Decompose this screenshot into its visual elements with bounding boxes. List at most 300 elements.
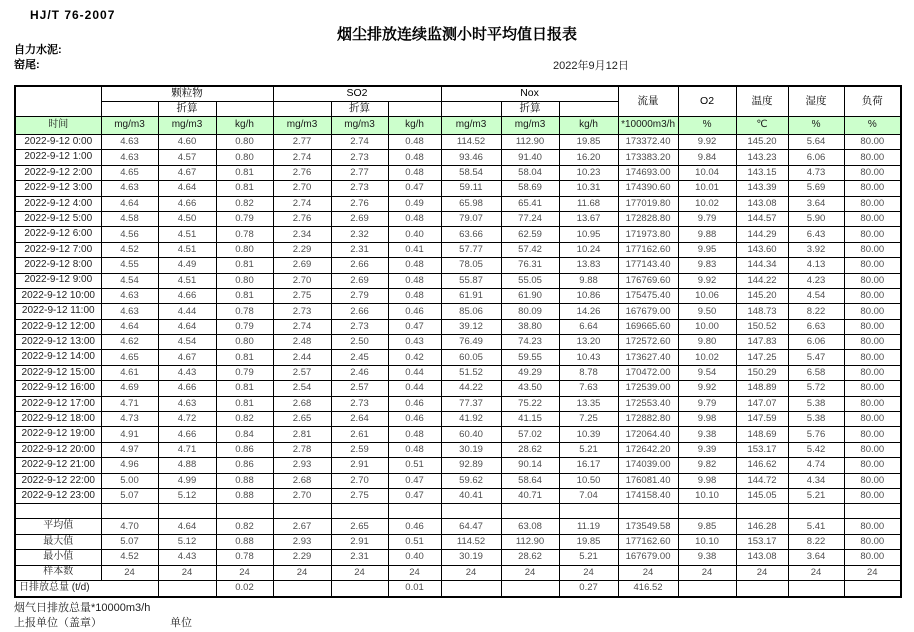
- time-cell: 2022-9-12 15:00: [15, 365, 101, 380]
- value-cell: 8.22: [788, 304, 844, 319]
- value-cell: 0.48: [388, 150, 441, 165]
- time-cell: 2022-9-12 2:00: [15, 165, 101, 180]
- value-cell: 172882.80: [618, 412, 678, 427]
- value-cell: 2.34: [273, 227, 331, 242]
- value-cell: 177162.60: [618, 242, 678, 257]
- value-cell: 4.63: [101, 181, 158, 196]
- value-cell: 13.20: [559, 335, 618, 350]
- value-cell: 55.87: [441, 273, 501, 288]
- value-cell: 9.95: [678, 242, 736, 257]
- value-cell: 6.63: [788, 319, 844, 334]
- value-cell: 2.74: [273, 150, 331, 165]
- value-cell: 80.00: [844, 550, 901, 565]
- value-cell: 13.83: [559, 258, 618, 273]
- value-cell: 5.21: [788, 488, 844, 503]
- value-cell: 63.66: [441, 227, 501, 242]
- value-cell: 2.29: [273, 242, 331, 257]
- blank-cell: [441, 580, 501, 597]
- value-cell: 8.78: [559, 365, 618, 380]
- value-cell: 0.51: [388, 534, 441, 549]
- table-row: [15, 227, 901, 242]
- value-cell: 40.41: [441, 488, 501, 503]
- value-cell: 10.02: [678, 350, 736, 365]
- blank-cell: [331, 504, 388, 519]
- blank-cell: [388, 102, 441, 117]
- value-cell: 80.00: [844, 196, 901, 211]
- value-cell: 77.37: [441, 396, 501, 411]
- value-cell: 0.44: [388, 381, 441, 396]
- blank-cell: [273, 504, 331, 519]
- value-cell: 2.70: [273, 273, 331, 288]
- value-cell: 4.96: [101, 458, 158, 473]
- value-cell: 77.24: [501, 211, 559, 226]
- value-cell: 9.92: [678, 381, 736, 396]
- value-cell: 10.10: [678, 534, 736, 549]
- value-cell: 172642.20: [618, 442, 678, 457]
- value-cell: 10.39: [559, 427, 618, 442]
- value-cell: 0.81: [216, 165, 273, 180]
- value-cell: 65.41: [501, 196, 559, 211]
- value-cell: 4.91: [101, 427, 158, 442]
- value-cell: 63.08: [501, 519, 559, 534]
- summary-body: [15, 504, 901, 581]
- value-cell: 16.17: [559, 458, 618, 473]
- daily-total-label: 日排放总量 (t/d): [15, 580, 158, 597]
- value-cell: 2.68: [273, 473, 331, 488]
- value-cell: 2.79: [331, 288, 388, 303]
- blank-cell: [158, 580, 216, 597]
- blank-cell: [788, 504, 844, 519]
- value-cell: 24: [736, 565, 788, 580]
- value-cell: 177143.40: [618, 258, 678, 273]
- value-cell: 2.74: [273, 196, 331, 211]
- value-cell: 4.73: [101, 412, 158, 427]
- value-cell: 61.90: [501, 288, 559, 303]
- value-cell: 174390.60: [618, 181, 678, 196]
- value-cell: 41.15: [501, 412, 559, 427]
- value-cell: 9.88: [678, 227, 736, 242]
- monitoring-location: 窑尾:: [14, 59, 40, 71]
- value-cell: 0.47: [388, 488, 441, 503]
- value-cell: 172553.40: [618, 396, 678, 411]
- blank-cell: [736, 580, 788, 597]
- temp-header: 温度: [736, 86, 788, 117]
- value-cell: 58.69: [501, 181, 559, 196]
- value-cell: 58.04: [501, 165, 559, 180]
- value-cell: 5.76: [788, 427, 844, 442]
- value-cell: 80.00: [844, 427, 901, 442]
- value-cell: 6.64: [559, 319, 618, 334]
- value-cell: 173549.58: [618, 519, 678, 534]
- unit-cell: kg/h: [388, 117, 441, 135]
- humidity-header: 湿度: [788, 86, 844, 117]
- value-cell: 2.73: [331, 181, 388, 196]
- value-cell: 0.48: [388, 427, 441, 442]
- value-cell: 91.40: [501, 150, 559, 165]
- value-cell: 0.81: [216, 258, 273, 273]
- unit-label: 单位: [170, 617, 192, 629]
- unit-cell: mg/m3: [501, 117, 559, 135]
- time-column-header: 时间: [15, 117, 101, 135]
- value-cell: 4.97: [101, 442, 158, 457]
- value-cell: 4.65: [101, 350, 158, 365]
- time-cell: 2022-9-12 6:00: [15, 227, 101, 242]
- value-cell: 90.14: [501, 458, 559, 473]
- table-row: [15, 258, 901, 273]
- value-cell: 10.43: [559, 350, 618, 365]
- value-cell: 2.73: [273, 304, 331, 319]
- table-footer: [15, 580, 901, 597]
- value-cell: 174693.00: [618, 165, 678, 180]
- value-cell: 4.61: [101, 365, 158, 380]
- table-row: [15, 273, 901, 288]
- blank-cell: [559, 102, 618, 117]
- value-cell: 0.82: [216, 519, 273, 534]
- value-cell: 2.45: [331, 350, 388, 365]
- value-cell: 2.76: [273, 211, 331, 226]
- value-cell: 2.91: [331, 458, 388, 473]
- value-cell: 24: [559, 565, 618, 580]
- value-cell: 4.54: [158, 335, 216, 350]
- value-cell: 80.00: [844, 519, 901, 534]
- value-cell: 24: [388, 565, 441, 580]
- value-cell: 2.77: [273, 135, 331, 150]
- value-cell: 80.00: [844, 258, 901, 273]
- blank-cell: [678, 580, 736, 597]
- blank-cell: [216, 102, 273, 117]
- value-cell: 24: [273, 565, 331, 580]
- time-cell: 2022-9-12 14:00: [15, 350, 101, 365]
- value-cell: 80.00: [844, 150, 901, 165]
- value-cell: 85.06: [441, 304, 501, 319]
- group-nox: Nox: [441, 86, 618, 102]
- time-cell: 2022-9-12 19:00: [15, 427, 101, 442]
- time-header-spacer: [15, 86, 101, 117]
- value-cell: 2.76: [273, 165, 331, 180]
- value-cell: 24: [844, 565, 901, 580]
- value-cell: 4.51: [158, 227, 216, 242]
- value-cell: 7.04: [559, 488, 618, 503]
- value-cell: 167679.00: [618, 304, 678, 319]
- table-row: [15, 396, 901, 411]
- value-cell: 0.79: [216, 319, 273, 334]
- value-cell: 80.00: [844, 319, 901, 334]
- value-cell: 92.89: [441, 458, 501, 473]
- value-cell: 0.48: [388, 135, 441, 150]
- value-cell: 5.64: [788, 135, 844, 150]
- summary-label: 平均值: [15, 519, 101, 534]
- value-cell: 93.46: [441, 150, 501, 165]
- value-cell: 144.29: [736, 227, 788, 242]
- value-cell: 80.00: [844, 304, 901, 319]
- value-cell: 39.12: [441, 319, 501, 334]
- value-cell: 3.64: [788, 550, 844, 565]
- value-cell: 9.92: [678, 135, 736, 150]
- value-cell: 4.60: [158, 135, 216, 150]
- value-cell: 4.52: [101, 242, 158, 257]
- value-cell: 2.73: [331, 319, 388, 334]
- value-cell: 0.81: [216, 288, 273, 303]
- value-cell: 4.66: [158, 427, 216, 442]
- table-row: [15, 427, 901, 442]
- value-cell: 2.65: [331, 519, 388, 534]
- value-cell: 0.46: [388, 519, 441, 534]
- group-so2: SO2: [273, 86, 441, 102]
- blank-cell: [441, 102, 501, 117]
- blank-cell: [15, 504, 101, 519]
- value-cell: 4.58: [101, 211, 158, 226]
- unit-cell: kg/h: [559, 117, 618, 135]
- value-cell: 0.84: [216, 427, 273, 442]
- time-cell: 2022-9-12 7:00: [15, 242, 101, 257]
- value-cell: 9.98: [678, 473, 736, 488]
- unit-cell: mg/m3: [101, 117, 158, 135]
- blank-cell: [158, 504, 216, 519]
- unit-cell: mg/m3: [441, 117, 501, 135]
- value-cell: 147.25: [736, 350, 788, 365]
- blank-cell: [101, 102, 158, 117]
- value-cell: 143.08: [736, 550, 788, 565]
- time-cell: 2022-9-12 18:00: [15, 412, 101, 427]
- blank-cell: [844, 580, 901, 597]
- value-cell: 2.50: [331, 335, 388, 350]
- value-cell: 4.73: [788, 165, 844, 180]
- value-cell: 2.61: [331, 427, 388, 442]
- value-cell: 174039.00: [618, 458, 678, 473]
- value-cell: 4.63: [101, 150, 158, 165]
- value-cell: 174158.40: [618, 488, 678, 503]
- value-cell: 2.31: [331, 550, 388, 565]
- value-cell: 2.70: [273, 181, 331, 196]
- blank-cell: [216, 504, 273, 519]
- value-cell: 175475.40: [618, 288, 678, 303]
- value-cell: 9.98: [678, 412, 736, 427]
- value-cell: 177019.80: [618, 196, 678, 211]
- value-cell: 146.62: [736, 458, 788, 473]
- value-cell: 143.60: [736, 242, 788, 257]
- value-cell: 4.72: [158, 412, 216, 427]
- value-cell: 2.78: [273, 442, 331, 457]
- unit-cell: ℃: [736, 117, 788, 135]
- summary-label: 最小值: [15, 550, 101, 565]
- time-cell: 2022-9-12 10:00: [15, 288, 101, 303]
- value-cell: 4.74: [788, 458, 844, 473]
- value-cell: 2.57: [273, 365, 331, 380]
- value-cell: 0.81: [216, 181, 273, 196]
- value-cell: 55.05: [501, 273, 559, 288]
- value-cell: 0.46: [388, 412, 441, 427]
- value-cell: 19.85: [559, 534, 618, 549]
- unit-cell: mg/m3: [158, 117, 216, 135]
- value-cell: 80.00: [844, 181, 901, 196]
- value-cell: 153.17: [736, 442, 788, 457]
- value-cell: 4.69: [101, 381, 158, 396]
- value-cell: 0.41: [388, 242, 441, 257]
- unit-cell: %: [844, 117, 901, 135]
- value-cell: 11.19: [559, 519, 618, 534]
- value-cell: 114.52: [441, 534, 501, 549]
- value-cell: 2.75: [273, 288, 331, 303]
- value-cell: 6.06: [788, 335, 844, 350]
- value-cell: 4.88: [158, 458, 216, 473]
- so2-daily-total: 0.01: [388, 580, 441, 597]
- value-cell: 145.20: [736, 135, 788, 150]
- blank-cell: [678, 504, 736, 519]
- blank-cell: [501, 580, 559, 597]
- table-row: [15, 196, 901, 211]
- value-cell: 78.05: [441, 258, 501, 273]
- value-cell: 0.82: [216, 412, 273, 427]
- value-cell: 24: [216, 565, 273, 580]
- time-cell: 2022-9-12 23:00: [15, 488, 101, 503]
- value-cell: 3.92: [788, 242, 844, 257]
- time-cell: 2022-9-12 11:00: [15, 304, 101, 319]
- value-cell: 144.72: [736, 473, 788, 488]
- value-cell: 0.82: [216, 196, 273, 211]
- value-cell: 0.49: [388, 196, 441, 211]
- unit-cell: %: [788, 117, 844, 135]
- report-date: 2022年9月12日: [553, 60, 629, 72]
- value-cell: 4.71: [101, 396, 158, 411]
- value-cell: 169665.60: [618, 319, 678, 334]
- value-cell: 4.43: [158, 550, 216, 565]
- value-cell: 14.26: [559, 304, 618, 319]
- value-cell: 0.88: [216, 473, 273, 488]
- value-cell: 10.00: [678, 319, 736, 334]
- value-cell: 0.88: [216, 488, 273, 503]
- value-cell: 4.64: [158, 519, 216, 534]
- table-row: [15, 165, 901, 180]
- value-cell: 2.73: [331, 150, 388, 165]
- value-cell: 4.71: [158, 442, 216, 457]
- time-cell: 2022-9-12 1:00: [15, 150, 101, 165]
- value-cell: 24: [501, 565, 559, 580]
- value-cell: 0.78: [216, 550, 273, 565]
- value-cell: 80.00: [844, 412, 901, 427]
- value-cell: 80.00: [844, 381, 901, 396]
- value-cell: 173627.40: [618, 350, 678, 365]
- value-cell: 0.86: [216, 458, 273, 473]
- value-cell: 177162.60: [618, 534, 678, 549]
- value-cell: 0.79: [216, 211, 273, 226]
- value-cell: 5.21: [559, 550, 618, 565]
- value-cell: 57.42: [501, 242, 559, 257]
- unit-cell: mg/m3: [273, 117, 331, 135]
- time-cell: 2022-9-12 21:00: [15, 458, 101, 473]
- blank-cell: [501, 504, 559, 519]
- value-cell: 0.48: [388, 288, 441, 303]
- value-cell: 5.42: [788, 442, 844, 457]
- value-cell: 16.20: [559, 150, 618, 165]
- value-cell: 5.90: [788, 211, 844, 226]
- value-cell: 5.72: [788, 381, 844, 396]
- value-cell: 5.47: [788, 350, 844, 365]
- value-cell: 5.69: [788, 181, 844, 196]
- daily-total-row: [15, 580, 901, 597]
- spacer-row: [15, 504, 901, 519]
- value-cell: 57.02: [501, 427, 559, 442]
- value-cell: 0.40: [388, 227, 441, 242]
- summary-label: 最大值: [15, 534, 101, 549]
- unit-cell: %: [678, 117, 736, 135]
- value-cell: 2.29: [273, 550, 331, 565]
- blank-cell: [273, 102, 331, 117]
- value-cell: 144.34: [736, 258, 788, 273]
- value-cell: 9.38: [678, 427, 736, 442]
- value-cell: 59.11: [441, 181, 501, 196]
- value-cell: 4.63: [158, 396, 216, 411]
- value-cell: 2.65: [273, 412, 331, 427]
- value-cell: 24: [678, 565, 736, 580]
- value-cell: 59.55: [501, 350, 559, 365]
- value-cell: 0.44: [388, 365, 441, 380]
- value-cell: 4.63: [101, 304, 158, 319]
- value-cell: 145.20: [736, 288, 788, 303]
- value-cell: 4.63: [101, 135, 158, 150]
- value-cell: 38.80: [501, 319, 559, 334]
- value-cell: 9.85: [678, 519, 736, 534]
- value-cell: 24: [788, 565, 844, 580]
- value-cell: 7.25: [559, 412, 618, 427]
- value-cell: 60.05: [441, 350, 501, 365]
- value-cell: 2.69: [273, 258, 331, 273]
- emissions-report-table: [14, 85, 902, 598]
- value-cell: 2.31: [331, 242, 388, 257]
- value-cell: 4.57: [158, 150, 216, 165]
- value-cell: 41.92: [441, 412, 501, 427]
- value-cell: 9.79: [678, 396, 736, 411]
- value-cell: 2.70: [273, 488, 331, 503]
- value-cell: 30.19: [441, 442, 501, 457]
- table-row: [15, 211, 901, 226]
- value-cell: 5.00: [101, 473, 158, 488]
- value-cell: 5.38: [788, 396, 844, 411]
- value-cell: 2.64: [331, 412, 388, 427]
- value-cell: 143.08: [736, 196, 788, 211]
- value-cell: 80.00: [844, 242, 901, 257]
- value-cell: 0.40: [388, 550, 441, 565]
- value-cell: 4.67: [158, 350, 216, 365]
- table-header: [15, 86, 901, 135]
- value-cell: 4.52: [101, 550, 158, 565]
- value-cell: 0.86: [216, 442, 273, 457]
- value-cell: 2.68: [273, 396, 331, 411]
- value-cell: 10.50: [559, 473, 618, 488]
- hourly-data-body: [15, 135, 901, 504]
- value-cell: 2.57: [331, 381, 388, 396]
- value-cell: 10.04: [678, 165, 736, 180]
- value-cell: 80.00: [844, 135, 901, 150]
- value-cell: 24: [618, 565, 678, 580]
- value-cell: 74.23: [501, 335, 559, 350]
- value-cell: 2.67: [273, 519, 331, 534]
- value-cell: 167679.00: [618, 550, 678, 565]
- value-cell: 9.38: [678, 550, 736, 565]
- value-cell: 5.38: [788, 412, 844, 427]
- time-cell: 2022-9-12 20:00: [15, 442, 101, 457]
- value-cell: 0.47: [388, 181, 441, 196]
- value-cell: 80.00: [844, 442, 901, 457]
- blank-cell: [618, 504, 678, 519]
- value-cell: 80.00: [844, 473, 901, 488]
- value-cell: 0.80: [216, 150, 273, 165]
- time-cell: 2022-9-12 3:00: [15, 181, 101, 196]
- value-cell: 10.23: [559, 165, 618, 180]
- value-cell: 4.34: [788, 473, 844, 488]
- value-cell: 80.00: [844, 396, 901, 411]
- value-cell: 10.02: [678, 196, 736, 211]
- value-cell: 171973.80: [618, 227, 678, 242]
